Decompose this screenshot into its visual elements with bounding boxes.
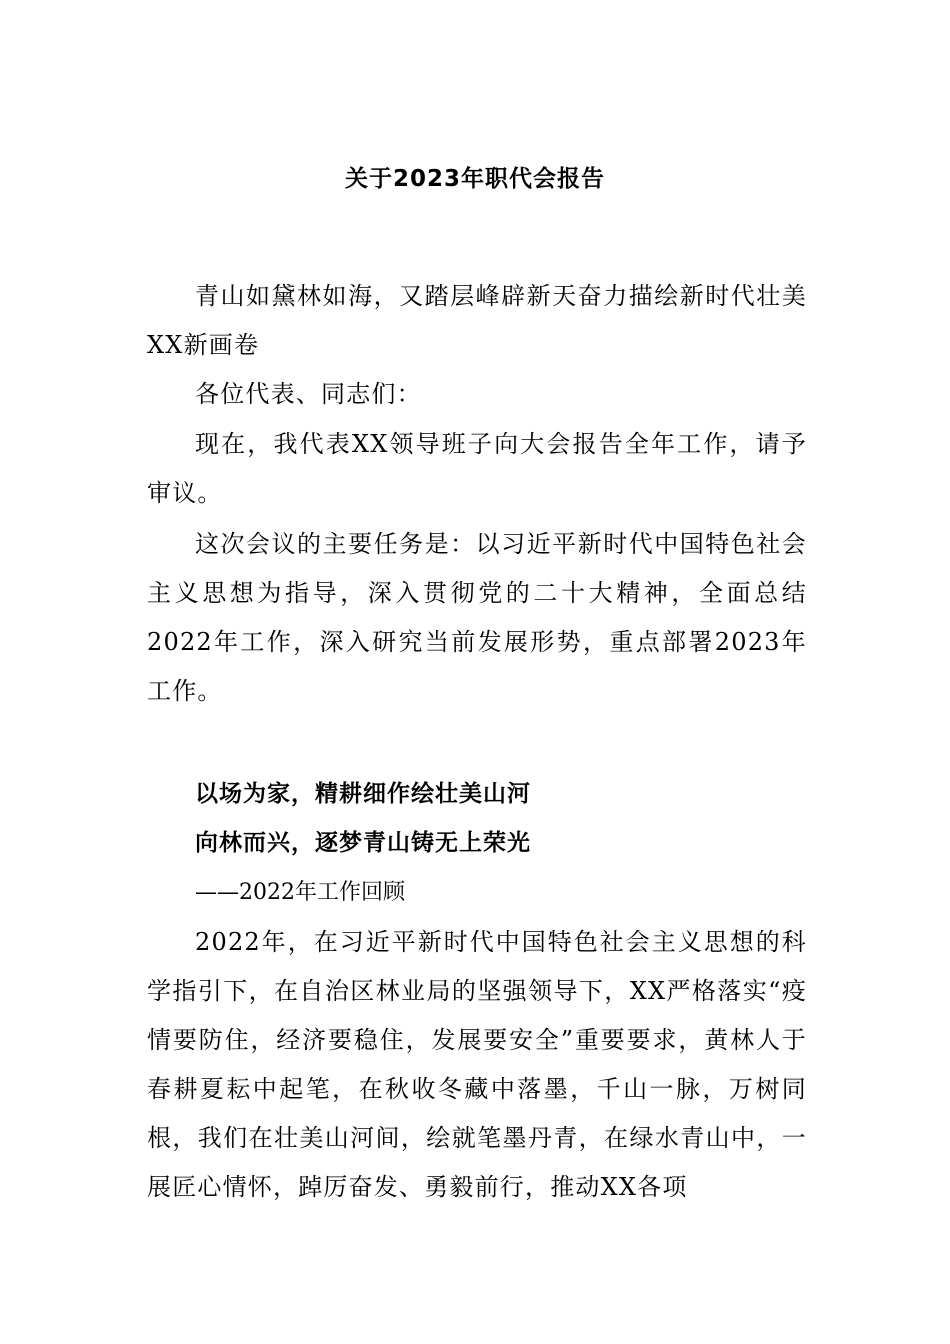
document-title: 关于2023年职代会报告 — [344, 166, 605, 192]
section-heading-line-1: 以场为家，精耕细作绘壮美山河 — [195, 781, 531, 807]
section-retrospect-subtitle: ——2022年工作回顾 — [195, 880, 405, 905]
intro-paragraph-1: 现在，我代表XX领导班子向大会报告全年工作，请予审议。 — [147, 430, 807, 507]
section-body-paragraph: 2022年，在习近平新时代中国特色社会主义思想的科学指引下，在自治区林业局的坚强领导下，XX严格落实“疫情要防住，经济要稳住，发展要安全”重要要求，黄林人于春耕夏耘中起笔，在秋收冬藏中落墨，千山一脉，万树同根，我们在壮美山河间，绘就笔墨丹青，在绿水青山中，一展匠心情怀，踔厉奋发、勇毅前行，推动XX各项 — [147, 928, 807, 1201]
salutation: 各位代表、同志们： — [195, 380, 422, 408]
section-heading-line-2: 向林而兴，逐梦青山铸无上荣光 — [195, 830, 531, 856]
intro-subtitle: 青山如黛林如海，又踏层峰辟新天奋力描绘新时代壮美XX新画卷 — [147, 282, 807, 359]
intro-paragraph-2: 这次会议的主要任务是：以习近平新时代中国特色社会主义思想为指导，深入贯彻党的二十大精神，全面总结2022年工作，深入研究当前发展形势，重点部署2023年工作。 — [147, 530, 807, 705]
